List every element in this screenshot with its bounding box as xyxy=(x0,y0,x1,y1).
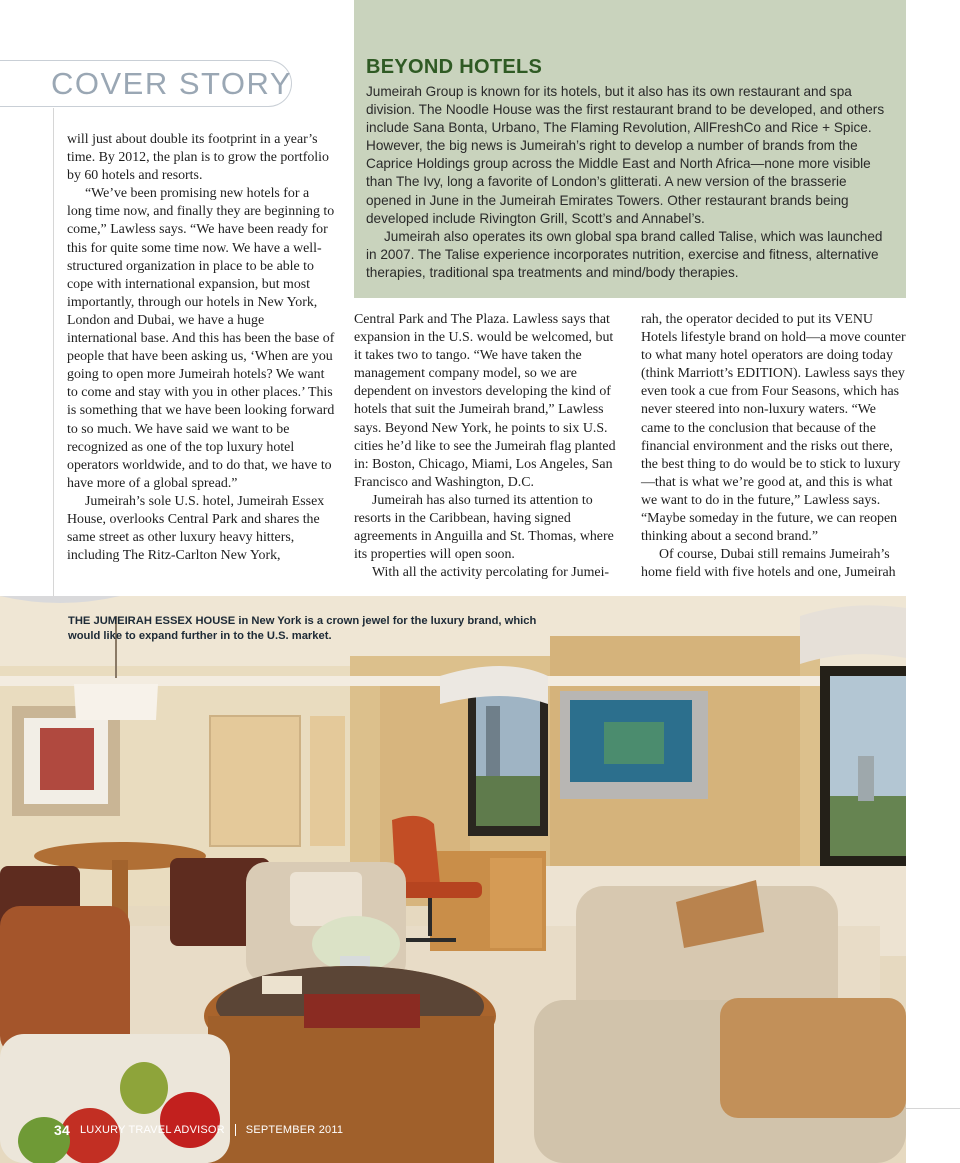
sidebar-paragraph: Jumeirah also operates its own global spa brand called Talise, which was launched in 2007. The Talise experience incorporates nutrition, exercise and fitness, alternative therapies, traditional spa treatments and mind/body therapies. xyxy=(366,228,883,280)
article-paragraph: Central Park and The Plaza. Lawless says that expansion in the U.S. would be welcomed, but it takes two to tango. “We have taken the management company model, so we are dependent on investors developing the kind of hotels that suit the Jumeirah brand,” Lawless says. Beyond New York, he points to six U.S. cities he’d like to see the Jumeirah flag planted in: Boston, Chicago, Miami, Los Angeles, San Francisco and Washington, D.C. xyxy=(354,312,616,490)
hotel-room-illustration xyxy=(0,596,906,1163)
article-column-1 xyxy=(67,131,335,565)
sidebar-paragraph: Jumeirah Group is known for its hotels, but it also has its own restaurant and spa division. The Noodle House was the first restaurant brand to be developed, and others include Sana Bonta, Urbano, The Flaming Revolution, AllFreshCo and Rice + Spice. However, the big news is Jumeirah’s right to develop a number of brands from the Caprice Holdings group across the Middle East and North Africa—none more visible than The Ivy, long a favorite of London’s glitterati. A new version of the brasserie opened in June in the Jumeirah Emirates Towers. Other restaurant brands being developed include Rivington Grill, Scott’s and Annabel’s. xyxy=(366,84,885,226)
column-rule xyxy=(53,108,54,596)
article-paragraph: Jumeirah’s sole U.S. hotel, Jumeirah Essex House, overlooks Central Park and shares the same street as other luxury heavy hitters, including The Ritz-Carlton New York, xyxy=(67,493,325,564)
sidebar-box xyxy=(354,0,906,298)
page-footer xyxy=(54,1122,343,1138)
footer-rule xyxy=(906,1108,960,1109)
article-paragraph: Jumeirah has also turned its attention to resorts in the Caribbean, having signed agreements in Anguilla and St. Thomas, where its properties will open soon. xyxy=(354,492,614,563)
article-column-3 xyxy=(641,311,907,582)
caption-text: in New York is a crown jewel for the luxury brand, which would like to expand further in to the U.S. market. xyxy=(68,615,537,642)
footer-divider xyxy=(235,1124,236,1136)
hotel-room-photo xyxy=(0,596,906,1163)
article-paragraph: Of course, Dubai still remains Jumeirah’s home field with five hotels and one, Jumeirah xyxy=(641,547,896,581)
article-paragraph: will just about double its footprint in a year’s time. By 2012, the plan is to grow the portfolio by 60 hotels and resorts. xyxy=(67,132,329,184)
photo-caption xyxy=(68,614,548,644)
page-number: 34 xyxy=(54,1122,70,1138)
article-column-2 xyxy=(354,311,622,582)
article-paragraph: rah, the operator decided to put its VENU Hotels lifestyle brand on hold—a move counter to what many hotel operators are doing today (think Marriott’s EDITION). Lawless says they even took a cue from Four Seasons, which has never steered into non-luxury waters. “We came to the conclusion that because of the financial environment and the risks out there, the best thing to do would be to stick to luxury—that is what we’re good at, and this is what we want to do in the future,” Lawless says. “Maybe someday in the future, we can reopen thinking about a second brand.” xyxy=(641,312,906,545)
section-label: COVER STORY xyxy=(51,66,293,101)
issue-date: SEPTEMBER 2011 xyxy=(245,1124,344,1136)
article-paragraph: With all the activity percolating for Jumei- xyxy=(372,565,610,581)
caption-lead: THE JUMEIRAH ESSEX HOUSE xyxy=(68,615,236,627)
article-paragraph: “We’ve been promising new hotels for a long time now, and finally they are beginning to come,” Lawless says. “We have been ready for this for quite some time now. We have a well-structured organization in place to be able to cope with international expansion, but most importantly, through our hotels in New York, London and Dubai, we have a huge international base. And this has been the base of people that have been asking us, ‘When are you going to open more Jumeirah hotels? We want to come and stay with you in other places.’ This is something that we have been looking forward to so much. We have said we want to be recognized as one of the top luxury hotel operators worldwide, and to do that, we have to have more of a global spread.” xyxy=(67,186,335,491)
publication-name: LUXURY TRAVEL ADVISOR xyxy=(79,1124,225,1136)
sidebar-title: BEYOND HOTELS xyxy=(366,56,543,78)
